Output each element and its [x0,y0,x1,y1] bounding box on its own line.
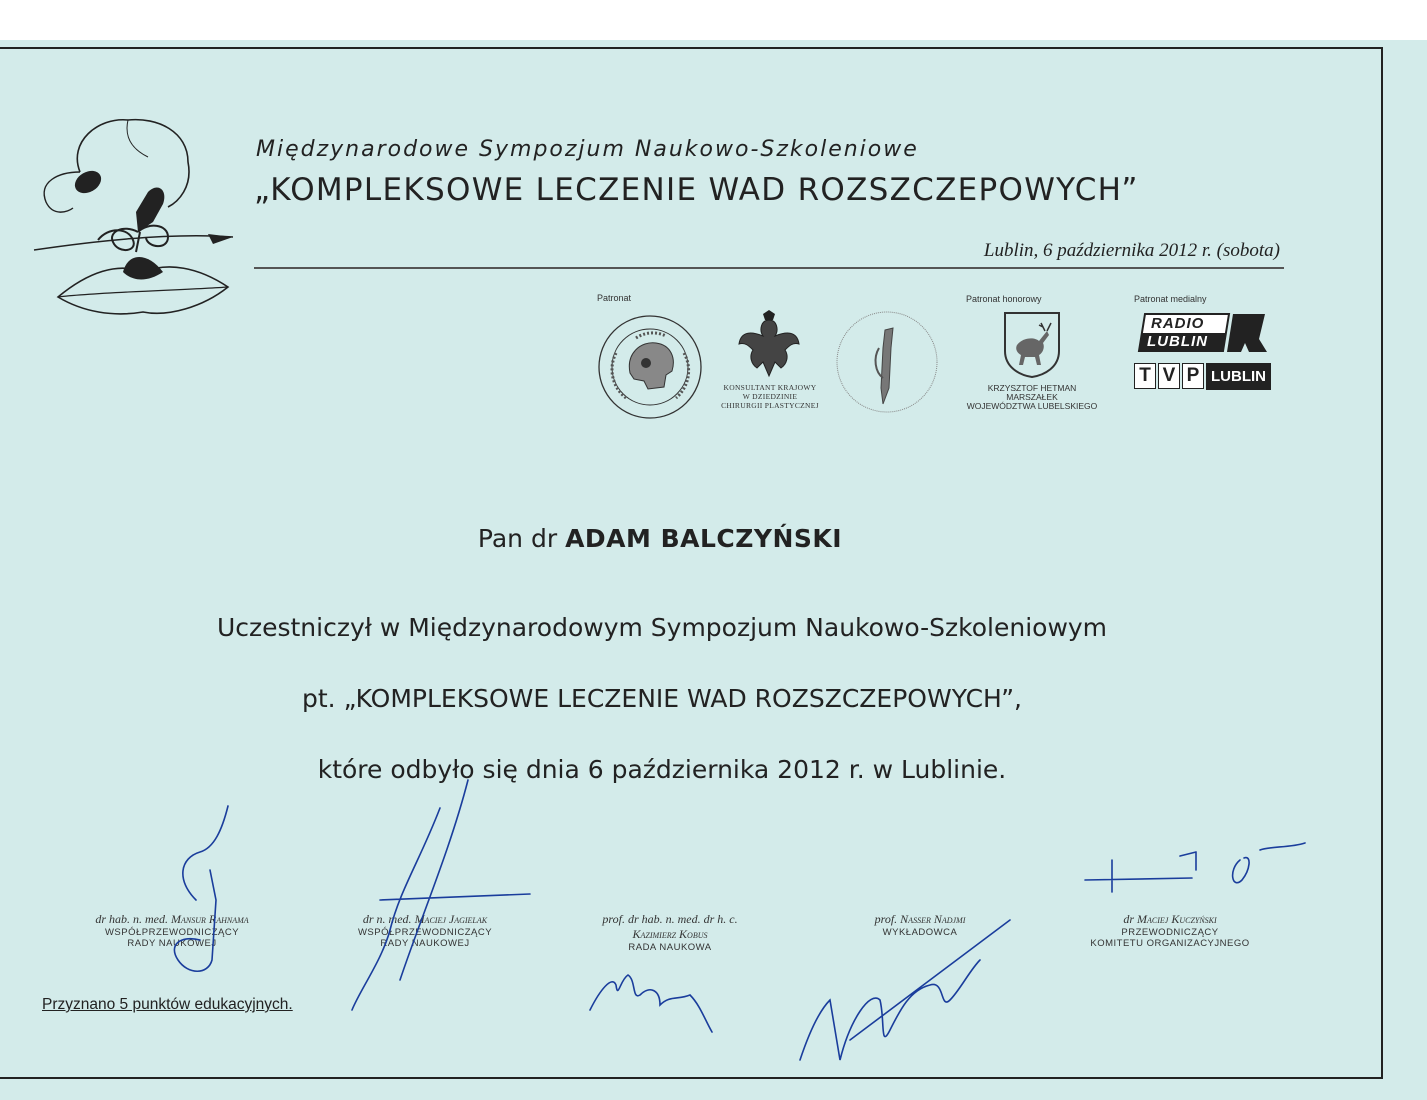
coat-caption: KRZYSZTOF HETMAN MARSZAŁEK WOJEWÓDZTWA LUBELSKIEGO [966,383,1098,411]
signatory-5: dr Maciej Kuczyński PRZEWODNICZĄCY KOMITETU ORGANIZACYJNEGO [1090,912,1250,949]
signatory-5-name: Maciej Kuczyński [1137,912,1217,926]
signatory-1: dr hab. n. med. Mansur Rahnama WSPÓŁPRZEWODNICZĄCY RADY NAUKOWEJ [95,912,249,949]
symposium-title: „KOMPLEKSOWE LECZENIE WAD ROZSZCZEPOWYCH” [254,172,1139,208]
body-line-3: które odbyło się dnia 6 października 2012 r. w Lublinie. [317,755,1007,784]
event-date: Lublin, 6 października 2012 r. (sobota) [983,240,1280,261]
plastic-surgery-society-seal-icon [829,308,945,416]
tvp-city: LUBLIN [1206,363,1271,390]
tvp-letter-p: P [1182,363,1204,389]
patronat-label: Patronat [597,293,632,303]
tvp-letter-t: T [1134,363,1156,389]
signatory-2: dr n. med. Maciej Jagielak WSPÓŁPRZEWODNICZĄCY RADY NAUKOWEJ [357,912,493,949]
surgery-society-seal-icon [596,313,704,421]
radio-line2: LUBLIN [1147,333,1208,350]
cleft-surgery-emblem-icon [28,112,258,332]
recipient-line [0,524,1320,553]
radio-lublin-logo [1137,313,1269,353]
eagle-caption: KONSULTANT KRAJOWY W DZIEDZINIE CHIRURGII PLASTYCZNEJ [721,383,819,410]
education-points-note: Przyznano 5 punktów edukacyjnych. [42,996,293,1013]
signatory-2-name: Maciej Jagielak [414,912,488,926]
signatory-3-name: Kazimierz Kobus [632,927,708,941]
lubelskie-coat-of-arms-icon [1003,311,1061,379]
patronat-honorowy-label: Patronat honorowy [966,294,1042,304]
radio-line1: RADIO [1151,315,1205,332]
body-line-1: Uczestniczył w Międzynarodowym Sympozjum Naukowo-Szkoleniowym [216,613,1108,642]
signatory-3: prof. dr hab. n. med. dr h. c. Kazimierz Kobus RADA NAUKOWA [602,912,738,953]
tvp-letter-v: V [1158,363,1180,389]
signatory-4: prof. Nasser Nadjmi WYKŁADOWCA [874,912,966,938]
body-line-2: pt. „KOMPLEKSOWE LECZENIE WAD ROZSZCZEPOWYCH”, [302,684,1022,713]
signatory-4-name: Nasser Nadjmi [900,912,966,926]
signatory-1-name: Mansur Rahnama [171,912,249,926]
recipient-name: ADAM BALCZYŃSKI [565,524,843,553]
patronat-medialny-label: Patronat medialny [1134,294,1207,304]
tvp-lublin-logo [1134,363,1271,389]
recipient-prefix: Pan dr [477,524,558,553]
symposium-subtitle: Międzynarodowe Sympozjum Naukowo-Szkoleniowe [256,137,919,162]
header-divider [254,267,1284,269]
polish-eagle-icon [737,310,801,380]
